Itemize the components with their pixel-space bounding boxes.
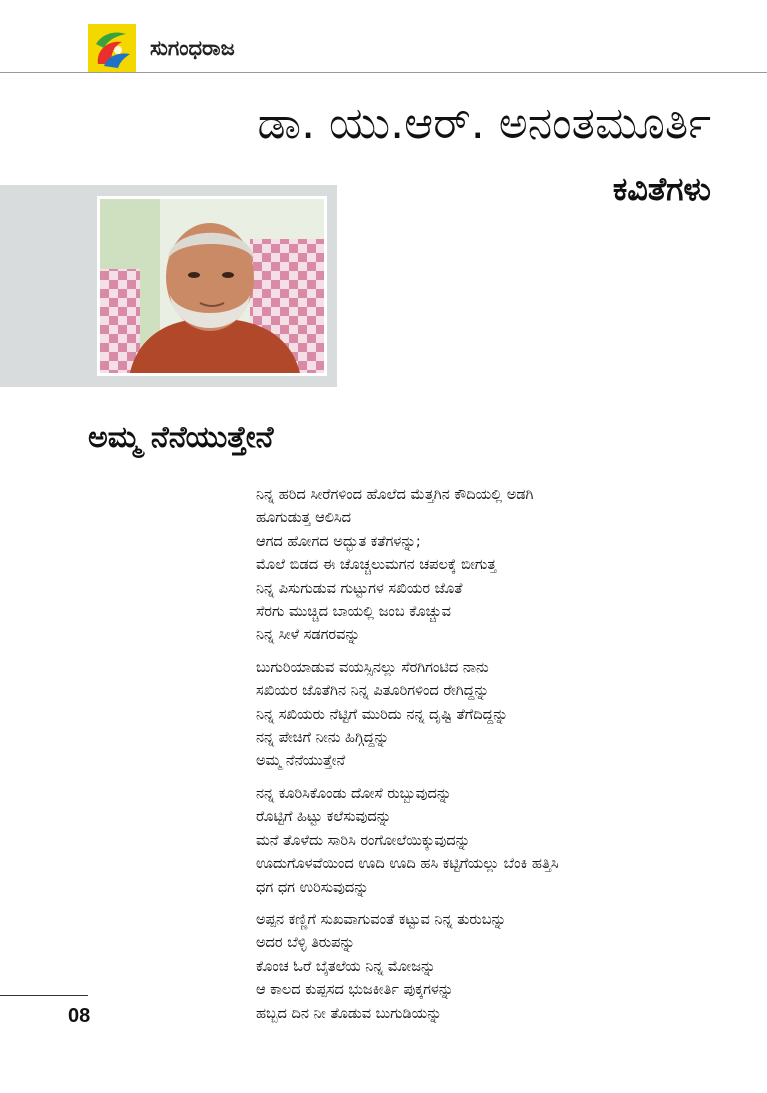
poem-line: ಆ ಕಾಲದ ಕುಪ್ಪಸದ ಭುಜಕೀರ್ತಿ ಪುಕ್ಕಗಳನ್ನು	[256, 982, 454, 999]
page-number: 08	[68, 1005, 91, 1027]
poem-line: ಹಬ್ಬದ ದಿನ ನೀ ತೊಡುವ ಬುಗುಡಿಯನ್ನು	[256, 1005, 442, 1022]
poem-line: ಸೆರಗು ಮುಚ್ಚಿದ ಬಾಯಲ್ಲಿ ಜಂಬ ಕೊಚ್ಚುವ	[256, 604, 451, 621]
poem-body	[256, 484, 756, 1035]
poem-line: ಆಗದ ಹೋಗದ ಅದ್ಭುತ ಕತೆಗಳನ್ನು;	[256, 533, 421, 550]
poem-line: ನಿನ್ನ ಸೀಳೆ ಸಡಗರವನ್ನು	[256, 627, 361, 644]
poem-stanza	[256, 783, 756, 900]
poem-line: ಅಪ್ಪನ ಕಣ್ಣಿಗೆ ಸುಖವಾಗುವಂತೆ ಕಟ್ಟುವ ನಿನ್ನ ತುರುಬನ್ನು	[256, 911, 507, 928]
magazine-name: ಸುಗಂಧರಾಜ	[150, 36, 235, 60]
poem-line: ಅಮ್ಮ ನೆನೆಯುತ್ತೇನೆ	[256, 753, 346, 770]
poem-title: ಅಮ್ಮ ನೆನೆಯುತ್ತೇನೆ	[88, 420, 274, 455]
poem-line: ನಿನ್ನ ಹರಿದ ಸೀರೆಗಳಿಂದ ಹೊಲೆದ ಮೆತ್ತಗಿನ ಕೌದಿಯಲ್ಲಿ ಅಡಗಿ	[256, 487, 534, 503]
poem-line: ಮೊಲೆ ಬಿಡದ ಈ ಚೊಚ್ಚಲುಮಗನ ಚಪಲಕ್ಕೆ ಬೀಗುತ್ತ	[256, 557, 497, 574]
poem-line: ಧಗ ಧಗ ಉರಿಸುವುದನ್ನು	[256, 879, 369, 896]
section-subtitle: ಕವಿತೆಗಳು	[612, 170, 711, 208]
poem-line: ರೊಟ್ಟಿಗೆ ಹಿಟ್ಟು ಕಲೆಸುವುದನ್ನು	[256, 809, 392, 826]
poem-line: ನನ್ನ ಪೇಚಿಗೆ ನೀನು ಹಿಗ್ಗಿದ್ದನ್ನು	[256, 730, 390, 747]
poem-stanza	[256, 909, 756, 1026]
footer-divider	[0, 995, 88, 996]
poem-line: ಹೂಗುಡುತ್ತ ಆಲಿಸಿದ	[256, 510, 352, 527]
author-portrait-photo	[97, 196, 327, 376]
author-name: ಡಾ. ಯು.ಆರ್. ಅನಂತಮೂರ್ತಿ	[257, 98, 711, 149]
poem-stanza	[256, 484, 756, 648]
magazine-logo-icon	[88, 24, 136, 72]
poem-line: ಬುಗುರಿಯಾಡುವ ವಯಸ್ಸಿನಲ್ಲು ಸೆರಗಿಗಂಟಿದ ನಾನು	[256, 659, 489, 676]
header-divider	[0, 72, 767, 73]
poem-line: ಕೊಂಚ ಓರೆ ಬೈತಲೆಯ ನಿನ್ನ ಮೋಜನ್ನು	[256, 958, 436, 975]
poem-line: ನಿನ್ನ ಪಿಸುಗುಡುವ ಗುಟ್ಟುಗಳ ಸಖಿಯರ ಜೊತೆ	[256, 580, 463, 597]
poem-stanza	[256, 657, 756, 774]
poem-line: ಸಖಿಯರ ಜೊತೆಗಿನ ನಿನ್ನ ಪಿತೂರಿಗಳಿಂದ ರೇಗಿದ್ದನ್ನು	[256, 683, 490, 700]
poem-line: ಮನೆ ತೊಳೆದು ಸಾರಿಸಿ ರಂಗೋಲೆಯಿಕ್ಕುವುದನ್ನು	[256, 832, 471, 849]
poem-line: ನಿನ್ನ ಸಖಿಯರು ನೆಟ್ಟಿಗೆ ಮುರಿದು ನನ್ನ ದೃಷ್ಟಿ ತೆಗೆದಿದ್ದನ್ನು	[256, 706, 508, 723]
poem-line: ನನ್ನ ಕೂರಿಸಿಕೊಂಡು ದೋಸೆ ರುಬ್ಬುವುದನ್ನು	[256, 785, 452, 802]
poem-line: ಊದುಗೊಳವೆಯಿಂದ ಊದಿ ಊದಿ ಹಸಿ ಕಟ್ಟಿಗೆಯಲ್ಲು ಬೆಂಕಿ ಹತ್ತಿಸಿ	[256, 856, 559, 873]
poem-line: ಅದರ ಬೆಳ್ಳಿ ತಿರುಪನ್ನು	[256, 935, 356, 952]
